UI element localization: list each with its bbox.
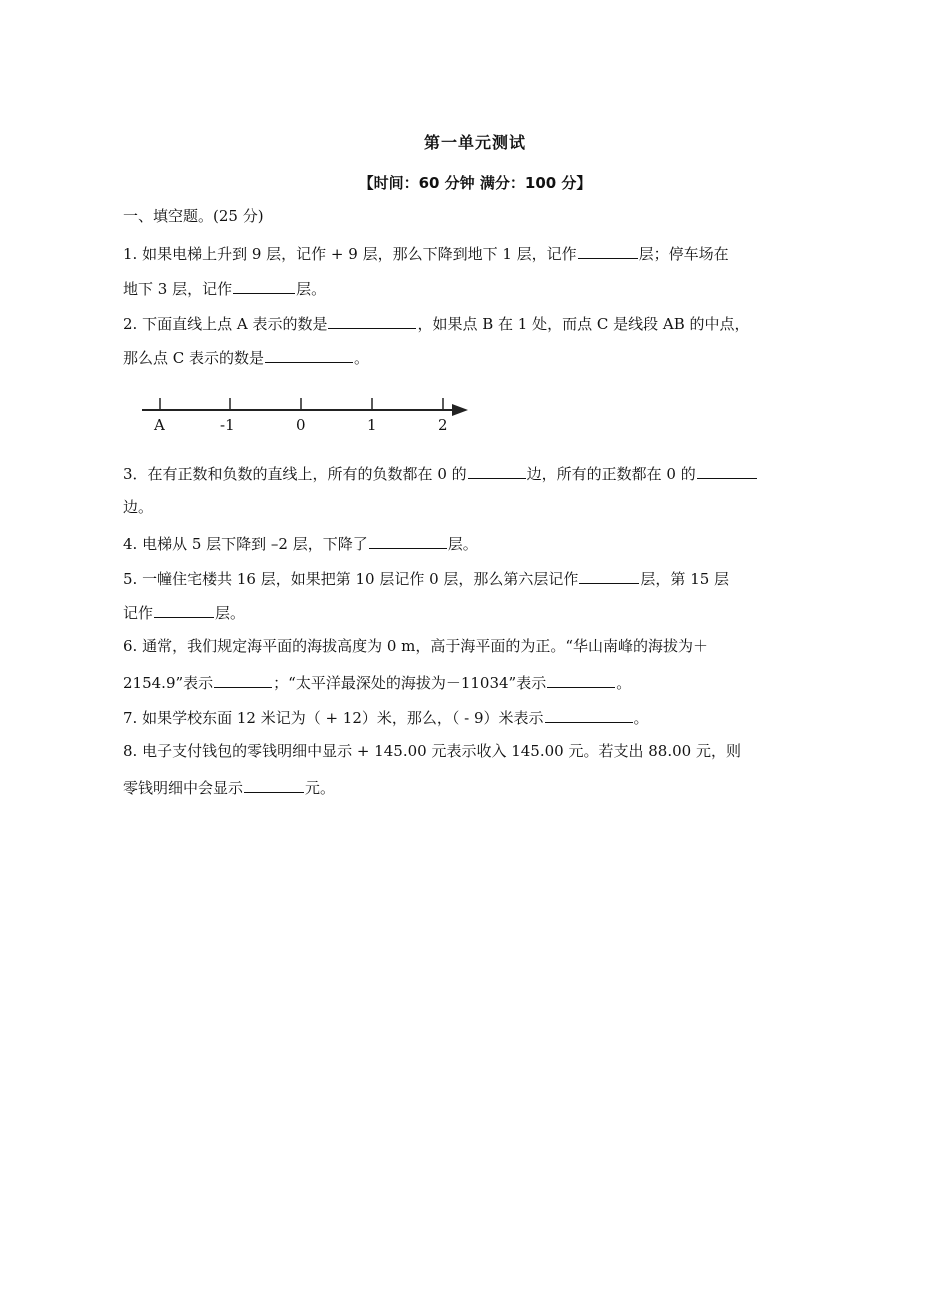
q6-answer-blank-2[interactable] <box>547 671 615 688</box>
q4-text-a: 4. 电梯从 5 层下降到 –2 层，下降了 <box>123 535 368 553</box>
q3-answer-blank-1[interactable] <box>468 462 526 479</box>
q5-text-c: 记作 <box>123 604 154 622</box>
question-1-line-2 <box>123 277 326 299</box>
q5-text-b: 层，第 15 层 <box>640 570 730 588</box>
question-3-line-1 <box>123 462 758 484</box>
question-4-line-1 <box>123 532 478 554</box>
q4-text-b: 层。 <box>447 535 478 553</box>
q3-text-b: 边，所有的正数都在 0 的 <box>526 465 696 483</box>
q2-text-a: 2. 下面直线上点 A 表示的数是 <box>123 315 328 333</box>
question-8-line-2 <box>123 776 335 798</box>
q5-answer-blank-2[interactable] <box>154 601 214 618</box>
q6-answer-blank-1[interactable] <box>214 671 272 688</box>
q5-text-a: 5. 一幢住宅楼共 16 层，如果把第 10 层记作 0 层，那么第六层记作 <box>123 570 579 588</box>
q7-answer-blank[interactable] <box>545 706 633 723</box>
q8-text-c: 元。 <box>305 779 336 797</box>
q2-text-d: 。 <box>354 349 370 367</box>
question-8-line-1 <box>123 741 741 761</box>
q7-text-b: 。 <box>633 709 649 727</box>
q1-text-c: 地下 3 层，记作 <box>123 280 233 298</box>
question-1-line-1 <box>123 242 729 264</box>
question-7-line-1 <box>123 706 649 728</box>
label-neg1: -1 <box>220 416 235 434</box>
q1-text-a: 1. 如果电梯上升到 9 层，记作 + 9 层，那么下降到地下 1 层，记作 <box>123 245 577 263</box>
question-5-line-1 <box>123 567 729 589</box>
q5-answer-blank-1[interactable] <box>579 567 639 584</box>
q8-answer-blank[interactable] <box>244 776 304 793</box>
question-2-line-1 <box>123 312 750 334</box>
label-1: 1 <box>367 416 377 434</box>
question-6-line-1 <box>123 636 708 656</box>
question-2-line-2 <box>123 346 369 368</box>
q6-text-d: 。 <box>616 674 632 692</box>
q3-answer-blank-2[interactable] <box>697 462 757 479</box>
label-2: 2 <box>438 416 448 434</box>
q1-text-d: 层。 <box>296 280 327 298</box>
q1-answer-blank-2[interactable] <box>233 277 295 294</box>
q2-text-b: ，如果点 B 在 1 处，而点 C 是线段 AB 的中点， <box>417 315 750 333</box>
q8-text-b: 零钱明细中会显示 <box>123 779 244 797</box>
q1-answer-blank-1[interactable] <box>578 242 638 259</box>
page-title: 第一单元测试 <box>423 133 526 152</box>
number-line-figure <box>138 388 478 440</box>
section-heading-text: 一、填空题。(25 分) <box>123 207 264 225</box>
q2-answer-blank-2[interactable] <box>265 346 353 363</box>
question-5-line-2 <box>123 601 245 623</box>
q8-text-a: 8. 电子支付钱包的零钱明细中显示 + 145.00 元表示收入 145.00 元。若支出 88.00 元，则 <box>123 742 741 760</box>
question-6-line-2 <box>123 671 631 693</box>
q1-text-b: 层；停车场在 <box>638 245 729 263</box>
q7-text-a: 7. 如果学校东面 12 米记为（ + 12）米，那么，（ - 9）米表示 <box>123 709 544 727</box>
label-a: A <box>154 416 165 434</box>
number-line-arrow <box>452 404 468 416</box>
q5-text-d: 层。 <box>215 604 246 622</box>
q3-text-c: 边。 <box>123 498 154 516</box>
q6-text-b: 2154.9”表示 <box>123 674 214 692</box>
q2-text-c: 那么点 C 表示的数是 <box>123 349 265 367</box>
q3-text-a: 3．在有正数和负数的直线上，所有的负数都在 0 的 <box>123 465 467 483</box>
q6-text-c: ；“太平洋最深处的海拔为－11034”表示 <box>273 674 547 692</box>
label-0: 0 <box>296 416 306 434</box>
section-heading <box>123 206 264 226</box>
question-3-line-2 <box>123 497 153 517</box>
q6-text-a: 6. 通常，我们规定海平面的海拔高度为 0 m，高于海平面的为正。“华山南峰的海拔为＋ <box>123 637 709 655</box>
q2-answer-blank-1[interactable] <box>328 312 416 329</box>
q4-answer-blank[interactable] <box>369 532 447 549</box>
exam-info: 【时间：60 分钟 满分：100 分】 <box>358 174 592 192</box>
